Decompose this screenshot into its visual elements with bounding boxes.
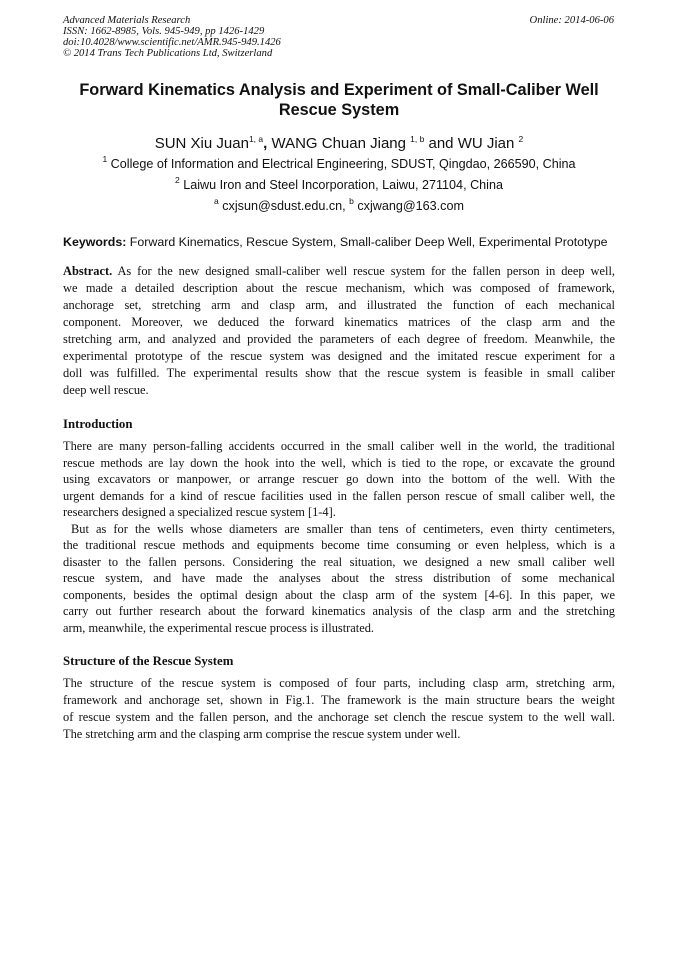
issn: ISSN: 1662-8985, Vols. 945-949, pp 1426-1429	[63, 26, 265, 37]
paper-title	[60, 80, 618, 120]
text-line: The stretching arm and the clasping arm comprise the rescue system under well.	[63, 727, 461, 741]
keywords-text: Forward Kinematics, Rescue System, Small-caliber Deep Well, Experimental Prototype	[126, 235, 608, 249]
text-line: There are many person-falling accidents occurred in the small caliber well in the world, the traditional	[63, 439, 615, 453]
aff-text: College of Information and Electrical Engineering, SDUST, Qingdao, 266590, China	[107, 157, 576, 171]
text-line: using excavators or manpower, or arrange rescuer go down into the bottom of the well. With the	[63, 472, 615, 486]
text-line: anchorage set, stretching arm and clasp arm, and illustrated the function of each mechanical	[63, 298, 615, 312]
author-sup: 1, a	[248, 134, 264, 144]
text-line: doll was fulfilled. The experimental results show that the rescue system is feasible in small caliber	[63, 366, 615, 380]
online-date: Online: 2014-06-06	[529, 15, 614, 26]
author-sup: 1, b	[410, 134, 425, 144]
text-line	[63, 263, 615, 280]
text-line: disaster to the fallen persons. Considering the real situation, we designed a new small caliber well	[63, 554, 615, 569]
text-line: rescue system, and have made the analyses about the stress distribution of some mechanical	[63, 571, 615, 585]
text-line: arm, meanwhile, the experimental rescue process is illustrated.	[63, 620, 375, 635]
text-line: But as for the wells whose diameters are smaller than tens of centimeters, even thirty centimeters,	[71, 521, 615, 536]
text-line: carry out further research about the forward kinematics analysis of the clasp arm and the stretching	[63, 604, 615, 618]
author: SUN Xiu Juan	[154, 135, 249, 152]
text-line: we made a detailed description about the rescue mechanism, which was composed of framework,	[63, 281, 615, 295]
keywords	[63, 235, 607, 249]
text-line: deep well rescue.	[63, 383, 149, 397]
abstract-text: As for the new designed small-caliber well rescue system for the fallen person in deep well,	[112, 264, 615, 278]
text-line: the traditional rescue methods and equipments become time consuming or even helpless, which is a	[63, 538, 615, 552]
introduction-body	[63, 438, 615, 636]
text-line: stretching arm, and analyzed and provided the parameters of each degree of freedom. Meanwhile, the	[63, 332, 615, 346]
text-line: framework and anchorage set, shown in Fig.1. The framework is the main structure bears the weight	[63, 693, 615, 707]
structure-body	[63, 675, 615, 743]
text-line: components, besides the optimal design about the clasp arm of the system [4-6]. In this paper, we	[63, 587, 615, 602]
text-line: component. Moreover, we deduced the forward kinematics matrices of the clasp arm and the	[63, 315, 615, 329]
aff-text: Laiwu Iron and Steel Incorporation, Laiwu, 271104, China	[179, 178, 503, 192]
authors	[60, 135, 618, 152]
journal-header	[63, 15, 281, 59]
email: cxjwang@163.com	[353, 199, 464, 213]
text-line: rescue methods are lay down the hook into the well, which is tied to the rope, or excavate the ground	[63, 455, 615, 470]
text-line: researchers designed a specialized rescue system [1-4].	[63, 505, 336, 519]
section-heading-structure: Structure of the Rescue System	[63, 654, 234, 668]
title-line: Rescue System	[278, 101, 400, 119]
author: WANG Chuan Jiang	[271, 135, 411, 152]
copyright: © 2014 Trans Tech Publications Ltd, Switzerland	[63, 48, 273, 59]
text-line: The structure of the rescue system is composed of four parts, including clasp arm, stretching arm,	[63, 676, 615, 690]
email: cxjsun@sdust.edu.cn,	[218, 199, 350, 213]
doi: doi:10.4028/www.scientific.net/AMR.945-949.1426	[63, 37, 281, 48]
text-line: experimental prototype of the rescue system was designed and the imitated rescue experiment for a	[63, 349, 615, 363]
journal-name: Advanced Materials Research	[63, 15, 191, 26]
aff-sup: 1	[102, 154, 108, 164]
email-sup: a	[214, 196, 219, 206]
abstract-label: Abstract.	[63, 264, 113, 278]
text-line: urgent demands for a kind of rescue facilities used in the fallen person rescue of small caliber well, the	[63, 488, 615, 503]
text-line: of rescue system and the fallen person, and the anchorage set clench the rescue system to the well wall.	[63, 710, 615, 724]
author-sup: 2	[518, 134, 524, 144]
affiliation-1	[60, 154, 618, 171]
emails	[60, 196, 618, 213]
separator: ,	[263, 135, 272, 152]
author: and WU Jian	[424, 135, 519, 152]
title-line: Forward Kinematics Analysis and Experiment of Small-Caliber Well	[79, 81, 599, 99]
section-heading-introduction: Introduction	[63, 417, 133, 431]
abstract	[63, 263, 615, 399]
email-sup: b	[349, 196, 354, 206]
keywords-label: Keywords:	[63, 235, 127, 249]
affiliation-2	[60, 175, 618, 192]
aff-sup: 2	[175, 175, 180, 185]
